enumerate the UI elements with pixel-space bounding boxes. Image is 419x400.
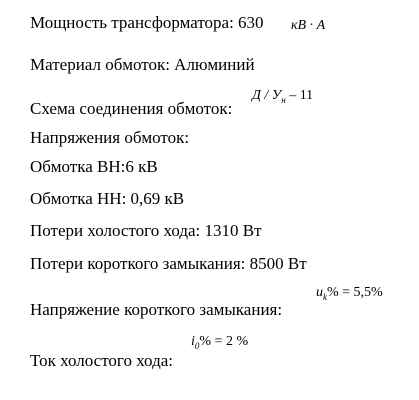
winding-material-text: Материал обмоток: Алюминий — [30, 55, 255, 74]
hv-winding-line — [30, 157, 158, 177]
hv-winding-text: Обмотка ВН:6 кВ — [30, 157, 158, 176]
winding-voltages-heading — [30, 128, 189, 148]
short-circuit-losses-text: Потери короткого замыкания: 8500 Вт — [30, 254, 307, 273]
scheme-sub: н — [281, 95, 286, 105]
winding-material-line — [30, 55, 255, 75]
winding-scheme-text: Схема соединения обмоток: — [30, 99, 233, 118]
transformer-power-line — [30, 13, 264, 33]
short-circuit-voltage-text: Напряжение короткого замыкания: — [30, 300, 283, 319]
no-load-current-line — [30, 351, 173, 371]
uk-main: u — [316, 285, 323, 300]
i0-main: i — [191, 334, 195, 349]
scheme-tail: – 11 — [285, 88, 314, 103]
scheme-main: Д / У — [252, 88, 282, 103]
i0-tail: % = 2 % — [199, 334, 249, 349]
i0-sub: 0 — [194, 341, 200, 351]
short-circuit-voltage-formula — [316, 285, 383, 301]
winding-voltages-text: Напряжения обмоток: — [30, 128, 190, 147]
uk-sub: k — [323, 292, 327, 302]
no-load-current-formula — [191, 334, 248, 350]
lv-winding-text: Обмотка НН: 0,69 кВ — [30, 189, 185, 208]
no-load-losses-line — [30, 221, 262, 241]
winding-scheme-line — [30, 99, 232, 119]
power-unit: кВ · А — [291, 18, 326, 33]
uk-tail: % = 5,5% — [327, 285, 383, 300]
power-unit-formula — [291, 18, 325, 34]
transformer-power-text: Мощность трансформатора: 630 — [30, 13, 264, 32]
no-load-losses-text: Потери холостого хода: 1310 Вт — [30, 221, 262, 240]
short-circuit-losses-line — [30, 254, 307, 274]
lv-winding-line — [30, 189, 184, 209]
winding-scheme-formula — [252, 88, 313, 104]
short-circuit-voltage-line — [30, 300, 282, 320]
no-load-current-text: Ток холостого хода: — [30, 351, 173, 370]
